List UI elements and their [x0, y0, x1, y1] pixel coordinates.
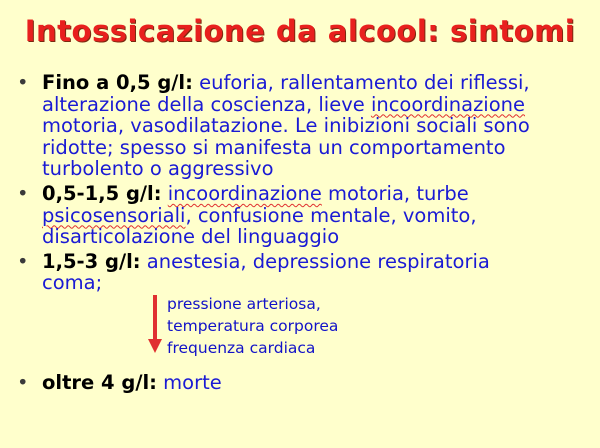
bullet-icon: • — [17, 370, 29, 394]
bullet-text: euforia, rallentamento dei riflessi, alterazione della coscienza, lieve — [42, 71, 530, 116]
effect-item: temperatura corporea — [167, 316, 339, 335]
bullet-list — [14, 72, 599, 397]
bullet-separator: : — [132, 249, 141, 273]
effects-list — [167, 293, 338, 359]
bullet-key: oltre 4 g/l — [42, 370, 150, 394]
list-item — [14, 183, 599, 248]
bullet-text: morte — [156, 370, 222, 394]
misspelled-word: incoordinazione — [370, 92, 526, 116]
effects-block — [42, 293, 599, 369]
list-item — [14, 72, 599, 180]
bullet-key: 1,5-3 g/l — [42, 249, 133, 273]
effect-item: frequenza cardiaca — [167, 338, 316, 357]
bullet-key: Fino a 0,5 g/l — [42, 71, 186, 94]
bullet-text: motoria, vasodilatazione. Le inibizioni sociali sono ridotte; spesso si manifesta un comportamento turbolento o aggressivo — [42, 114, 530, 181]
list-item — [14, 251, 599, 369]
bullet-icon: • — [17, 181, 29, 205]
misspelled-word: psicosensoriali — [42, 203, 186, 227]
page-title: Intossicazione da alcool: sintomi — [24, 14, 576, 48]
bullet-separator: : — [153, 181, 162, 205]
bullet-icon: • — [17, 249, 29, 273]
effect-item: pressione arteriosa, — [167, 294, 321, 313]
bullet-text: anestesia, depressione respiratoria — [140, 249, 490, 273]
misspelled-word: incoordinazione — [167, 181, 322, 205]
bullet-key: 0,5-1,5 g/l — [42, 181, 154, 205]
bullet-text: coma; — [42, 271, 103, 295]
arrow-down-icon — [148, 295, 162, 353]
bullet-text: motoria, turbe — [321, 181, 469, 205]
list-item — [14, 372, 599, 394]
bullet-separator: : — [149, 370, 157, 394]
bullet-text: , confusione mentale, vomito, disarticolazione del linguaggio — [42, 203, 477, 249]
bullet-icon: • — [17, 71, 29, 94]
bullet-separator: : — [185, 71, 193, 94]
